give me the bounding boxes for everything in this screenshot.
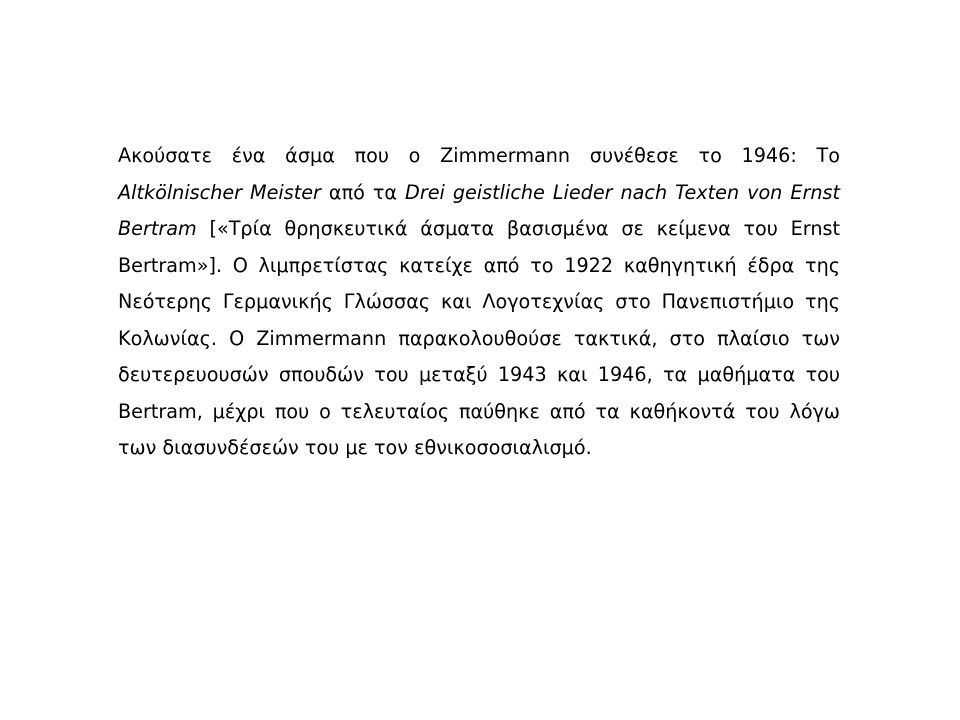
paragraph-text-1: Ακούσατε ένα άσμα που ο Zimmermann συνέθεσε το 1946: Το: [118, 144, 840, 168]
paragraph-text-3: [«Τρία θρησκευτικά άσματα βασισμένα σε κείμενα του Ernst Bertram»]. Ο λιμπρετίστας κατείχε από το 1922 καθηγητική έδρα της Νεότερης Γερμανικής Γλώσσας και Λογοτεχνίας στο Πανεπιστήμιο της Κολωνίας. Ο Zimmermann παρακολουθούσε τακτικά, στο πλαίσιο των δευτερευουσών σπουδών του μεταξύ 1943 και 1946, τα μαθήματα του Bertram, μέχρι που ο τελευταίος παύθηκε από τα καθήκοντά του λόγω των διασυνδέσεών του με τον εθνικοσοσιαλισμό.: [118, 217, 840, 460]
song-cycle-title: Drei geistliche Lieder nach Texten von Ernst Bertram: [118, 180, 841, 241]
body-paragraph: [118, 138, 840, 467]
paragraph-text-2: από τα: [320, 180, 406, 204]
work-title: Altkölnischer Meister: [118, 180, 321, 204]
